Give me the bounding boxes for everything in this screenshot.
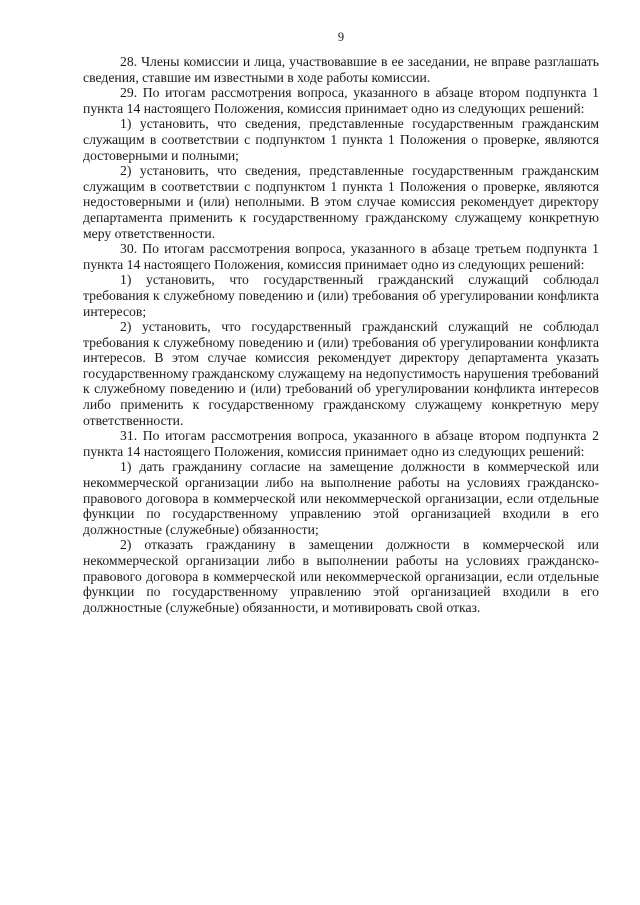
- paragraph-31-item-1: 1) дать гражданину согласие на замещение должности в коммерческой или некоммерческой организации либо на выполнение работы на условиях гражданско-правового договора в коммерческой или некоммерческой организации, если отдельные функции по государственному управлению этой организацией входили в его должностные (служебные) обязанности;: [83, 459, 599, 537]
- paragraph-29-item-1: 1) установить, что сведения, представленные государственным гражданским служащим в соответствии с подпунктом 1 пункта 1 Положения о проверке, являются достоверными и полными;: [83, 116, 599, 163]
- paragraph-30-item-1: 1) установить, что государственный гражданский служащий соблюдал требования к служебному поведению и (или) требования об урегулировании конфликта интересов;: [83, 272, 599, 319]
- paragraph-30-item-2: 2) установить, что государственный гражданский служащий не соблюдал требования к служебному поведению и (или) требования об урегулировании конфликта интересов. В этом случае комиссия рекомендует директору департамента указать государственному гражданскому служащему на недопустимость нарушения требований к служебному поведению и (или) требований об урегулировании конфликта интересов либо применить к государственному гражданскому служащему конкретную меру ответственности.: [83, 319, 599, 428]
- page-number: 9: [337, 30, 345, 44]
- paragraph-30: 30. По итогам рассмотрения вопроса, указанного в абзаце третьем подпункта 1 пункта 14 настоящего Положения, комиссия принимает одно из следующих решений:: [83, 241, 599, 272]
- paragraph-29-item-2: 2) установить, что сведения, представленные государственным гражданским служащим в соответствии с подпунктом 1 пункта 1 Положения о проверке, являются недостоверными и (или) неполными. В этом случае комиссия рекомендует директору департамента применить к государственному гражданскому служащему конкретную меру ответственности.: [83, 163, 599, 241]
- document-body: [83, 54, 599, 615]
- paragraph-31-item-2: 2) отказать гражданину в замещении должности в коммерческой или некоммерческой организации либо в выполнении работы на условиях гражданско-правового договора в коммерческой или некоммерческой организации, если отдельные функции по государственному управлению этой организацией входили в его должностные (служебные) обязанности, и мотивировать свой отказ.: [83, 537, 599, 615]
- paragraph-29: 29. По итогам рассмотрения вопроса, указанного в абзаце втором подпункта 1 пункта 14 настоящего Положения, комиссия принимает одно из следующих решений:: [83, 85, 599, 116]
- paragraph-31: 31. По итогам рассмотрения вопроса, указанного в абзаце втором подпункта 2 пункта 14 настоящего Положения, комиссия принимает одно из следующих решений:: [83, 428, 599, 459]
- paragraph-28: 28. Члены комиссии и лица, участвовавшие в ее заседании, не вправе разглашать сведения, ставшие им известными в ходе работы комиссии.: [83, 54, 599, 85]
